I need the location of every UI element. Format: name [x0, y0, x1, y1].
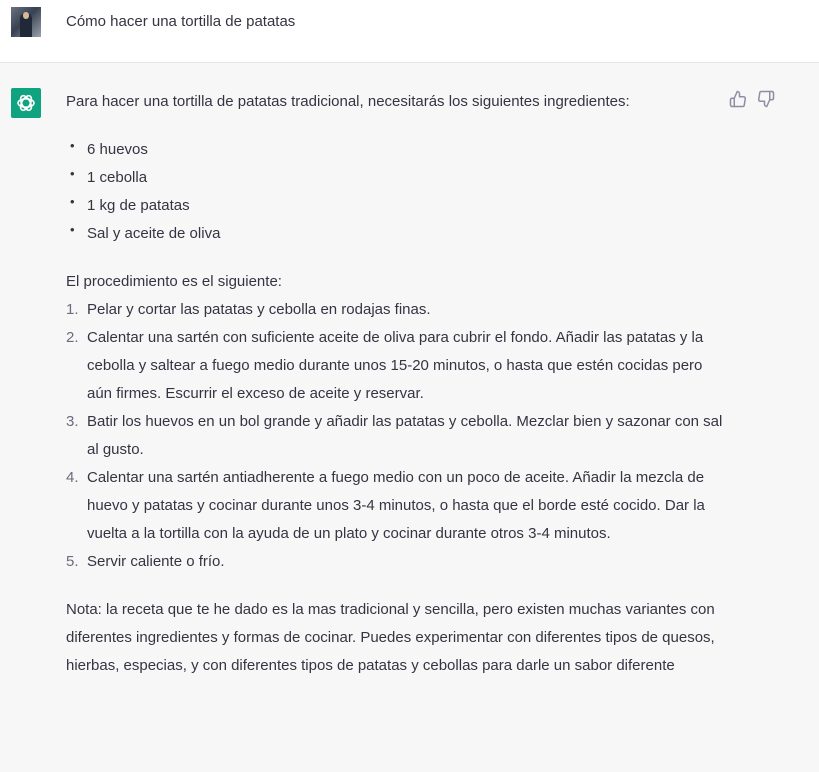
assistant-message-content: [66, 88, 726, 680]
user-message-row: [0, 0, 819, 63]
list-item: • 6 huevos: [70, 138, 148, 158]
intro-text: Para hacer una tortilla de patatas tradicional, necesitarás los siguientes ingredientes:: [66, 93, 630, 110]
ingredients-list: [66, 136, 726, 248]
assistant-message-row: [0, 63, 819, 772]
list-item: 2. Calentar una sartén con suficiente aceite de oliva para cubrir el fondo. Añadir las patatas y la cebolla y saltear a fuego medio durante unos 15-20 minutos, o hasta que estén cocidas pero aún firmes. Escurrir el exceso de aceite y reservar.: [66, 329, 704, 402]
list-item: • 1 kg de patatas: [70, 194, 190, 214]
list-item: 3. Batir los huevos en un bol grande y añadir las patatas y cebolla. Mezclar bien y sazonar con sal al gusto.: [66, 413, 723, 458]
list-item: • Sal y aceite de oliva: [70, 222, 221, 242]
user-message-text: Cómo hacer una tortilla de patatas: [66, 13, 296, 30]
user-avatar: [11, 7, 41, 37]
list-item: 1. Pelar y cortar las patatas y cebolla en rodajas finas.: [66, 301, 431, 318]
list-item: 5. Servir caliente o frío.: [66, 553, 225, 570]
thumbs-up-icon[interactable]: [729, 90, 747, 108]
steps-list: [66, 296, 726, 576]
openai-logo-icon: [11, 88, 41, 118]
list-item: • 1 cebolla: [70, 166, 148, 186]
procedure-label: El procedimiento es el siguiente:: [66, 273, 282, 290]
list-item: 4. Calentar una sartén antiadherente a fuego medio con un poco de aceite. Añadir la mezcla de huevo y patatas y cocinar durante unos 3-4 minutos, o hasta que el borde esté cocido. Dar la vuelta a la tortilla con la ayuda de un plato y cocinar durante otros 3-4 minutos.: [66, 469, 705, 542]
thumbs-down-icon[interactable]: [757, 90, 775, 108]
note-text: Nota: la receta que te he dado es la mas tradicional y sencilla, pero existen muchas variantes con diferentes ingredientes y formas de cocinar. Puedes experimentar con diferentes tipos de quesos, hierbas, especias, y con diferentes tipos de patatas y cebollas para darle un sabor diferente: [66, 601, 715, 674]
